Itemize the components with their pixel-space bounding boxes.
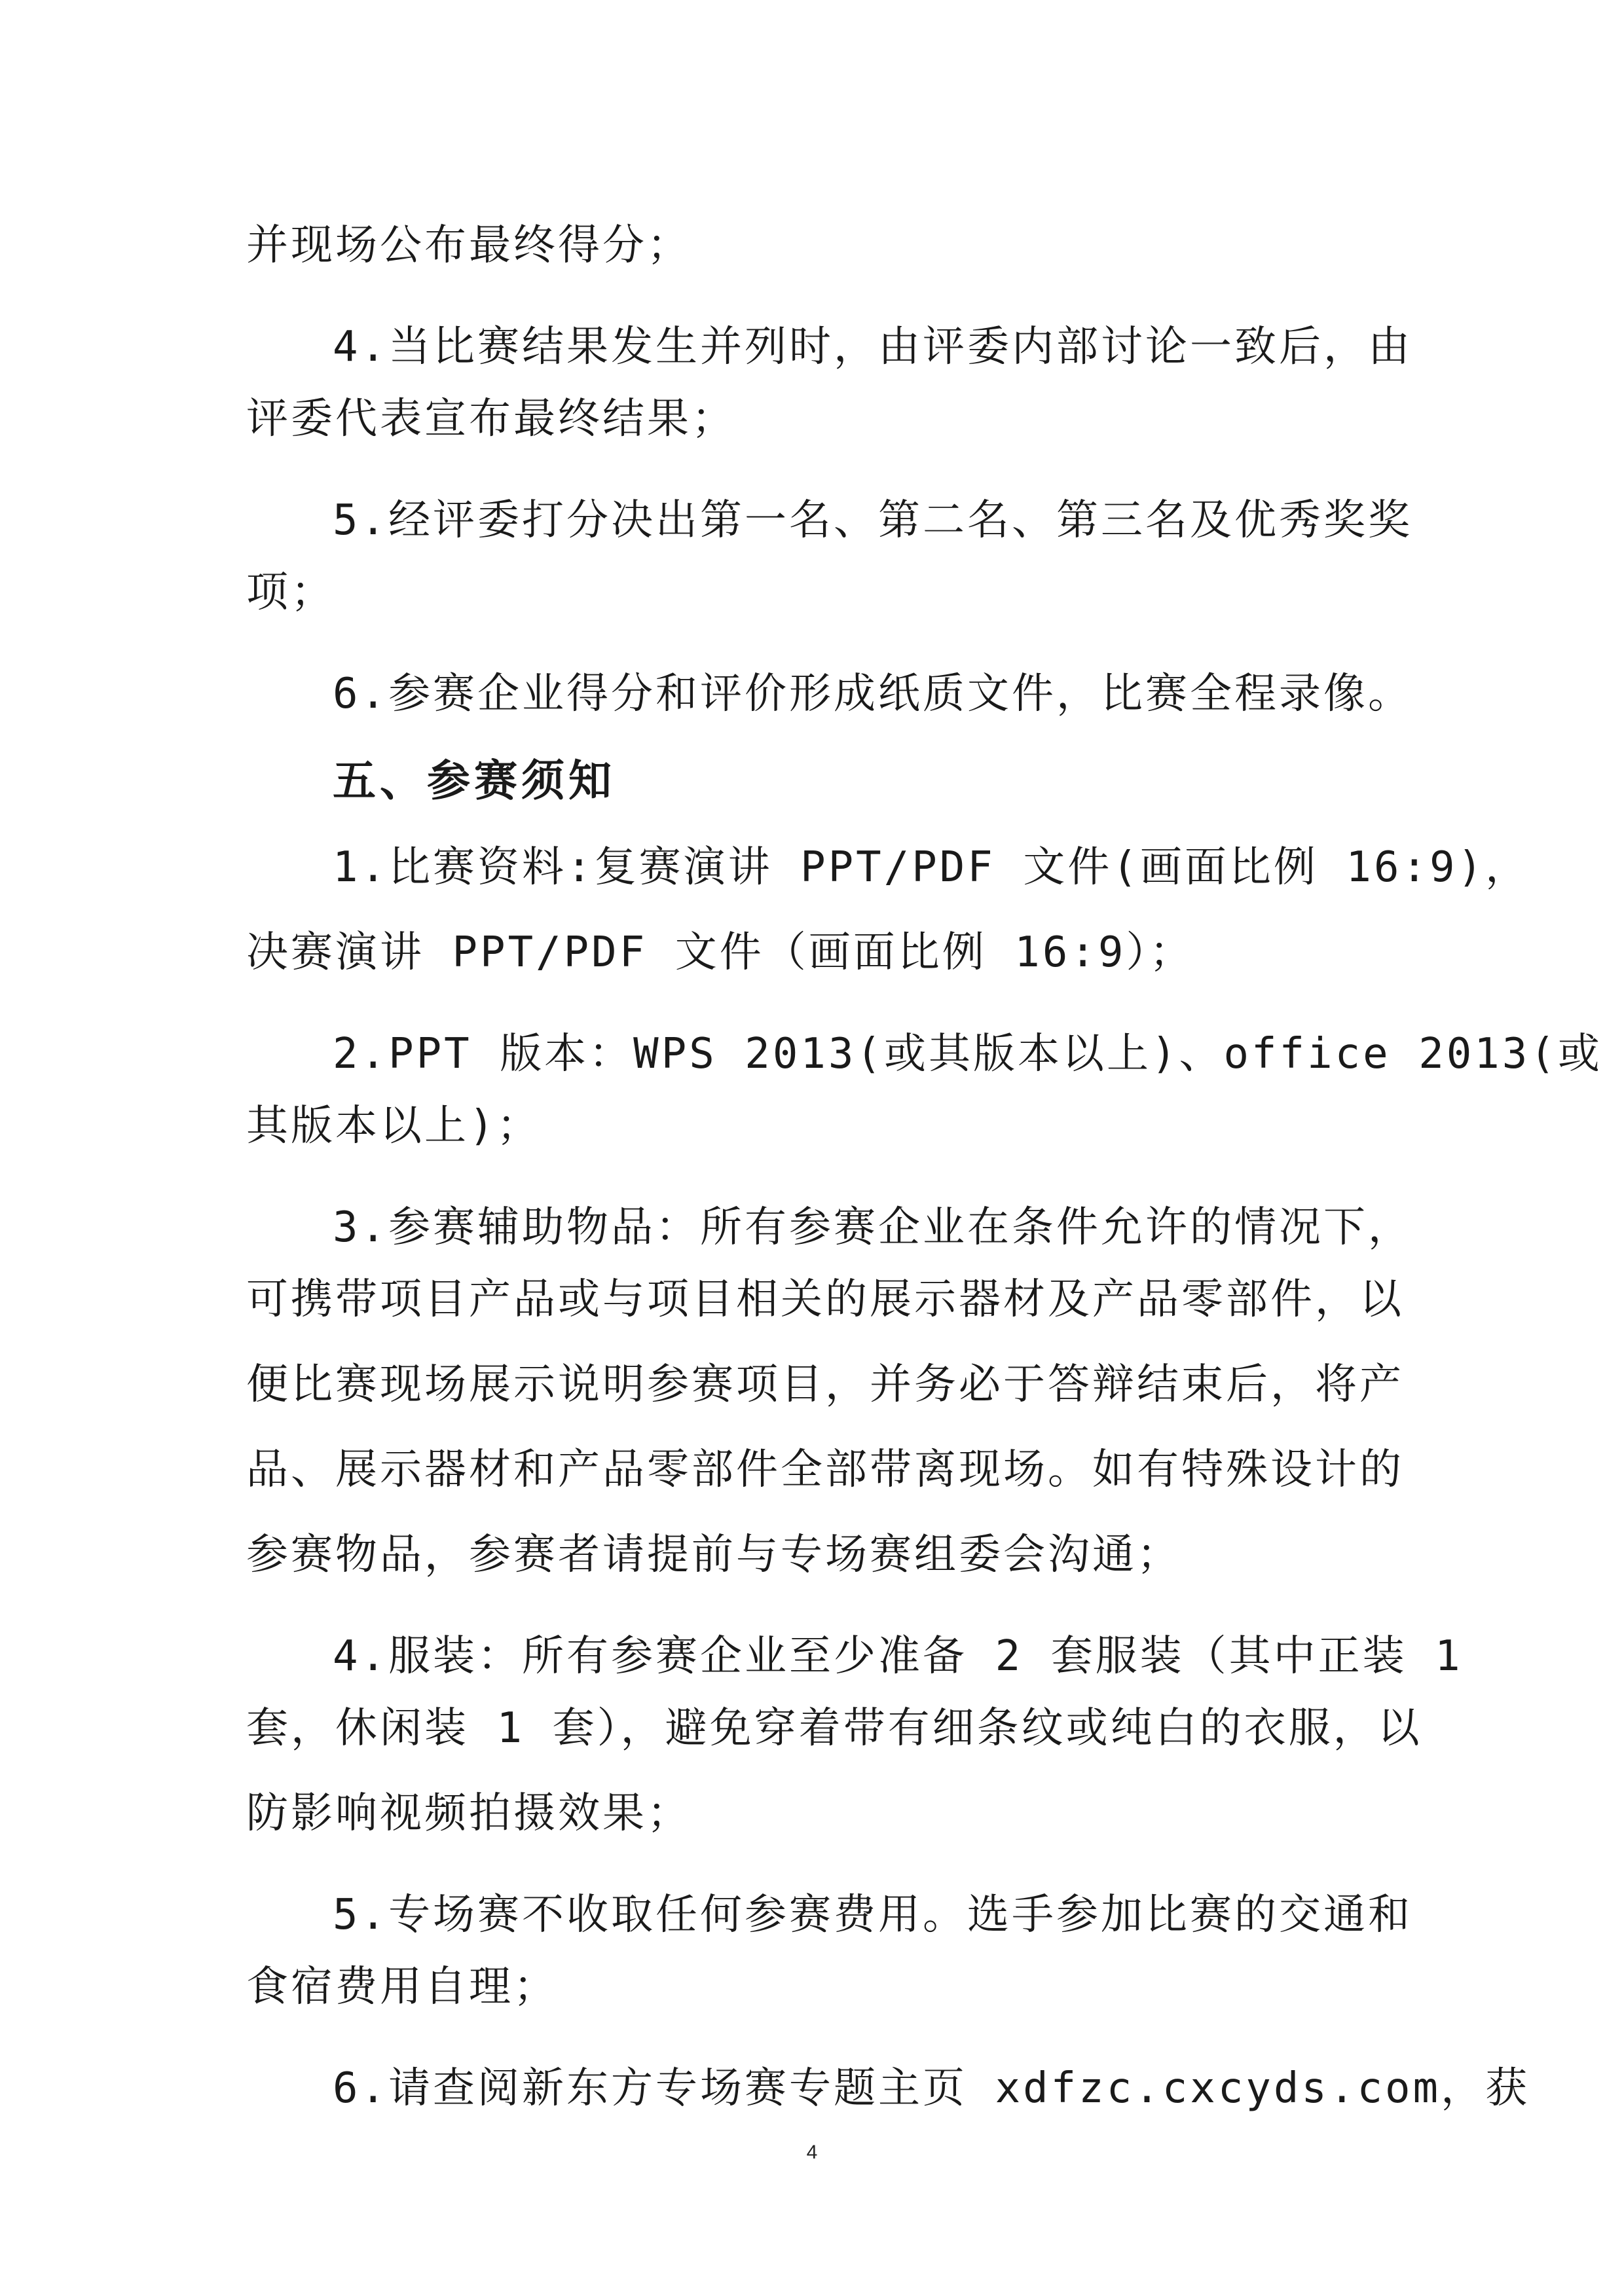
text-line: 参赛物品，参赛者请提前与专场赛组委会沟通； [246, 1531, 1181, 1579]
text-line: 便比赛现场展示说明参赛项目，并务必于答辩结束后，将产 [246, 1360, 1404, 1409]
text-line: 品、展示器材和产品零部件全部带离现场。如有特殊设计的 [246, 1446, 1404, 1494]
text-line: 1.比赛资料:复赛演讲 PPT/PDF 文件(画面比例 16:9)， [333, 843, 1530, 892]
text-line: 6.请查阅新东方专场赛专题主页 xdfzc.cxcyds.com，获 [333, 2064, 1530, 2113]
text-line: 5.经评委打分决出第一名、第二名、第三名及优秀奖奖 [333, 496, 1413, 545]
section-heading: 五、参赛须知 [333, 756, 616, 806]
text-line: 项； [246, 568, 335, 617]
text-line: 6.参赛企业得分和评价形成纸质文件，比赛全程录像。 [333, 670, 1413, 718]
text-line: 并现场公布最终得分； [246, 221, 692, 270]
text-line: 评委代表宣布最终结果； [246, 395, 736, 443]
text-line: 决赛演讲 PPT/PDF 文件（画面比例 16:9）； [246, 928, 1194, 977]
text-line: 4.服装：所有参赛企业至少准备 2 套服装（其中正装 1 [333, 1632, 1463, 1681]
text-line: 可携带项目产品或与项目相关的展示器材及产品零部件，以 [246, 1275, 1404, 1324]
text-line: 套，休闲装 1 套），避免穿着带有细条纹或纯白的衣服，以 [246, 1704, 1422, 1753]
text-line: 4.当比赛结果发生并列时，由评委内部讨论一致后，由 [333, 323, 1413, 371]
page-number: 4 [806, 2141, 818, 2163]
text-line: 2.PPT 版本：WPS 2013(或其版本以上)、office 2013(或 [333, 1030, 1602, 1078]
text-line: 防影响视频拍摄效果； [246, 1789, 692, 1838]
text-line: 食宿费用自理； [246, 1963, 558, 2011]
text-line: 其版本以上)； [246, 1102, 542, 1150]
text-line: 3.参赛辅助物品：所有参赛企业在条件允许的情况下， [333, 1203, 1413, 1252]
text-line: 5.专场赛不收取任何参赛费用。选手参加比赛的交通和 [333, 1891, 1413, 1939]
